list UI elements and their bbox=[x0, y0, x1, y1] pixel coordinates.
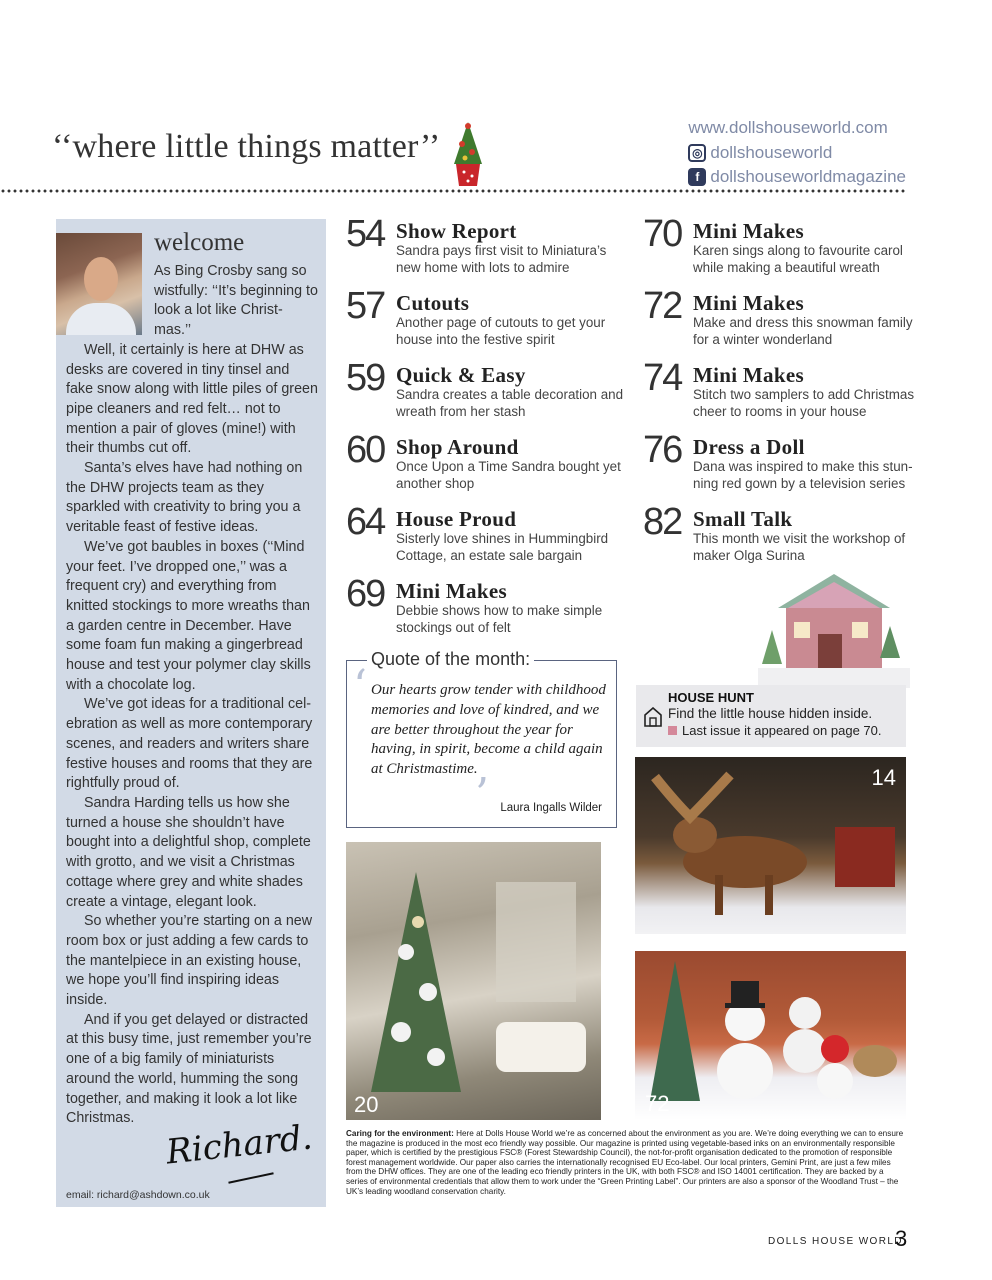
editor-email[interactable]: email: richard@ashdown.co.uk bbox=[66, 1189, 210, 1201]
toc-page-number: 60 bbox=[346, 429, 385, 471]
toc-description: Once Upon a Time Sandra bought yet another shop bbox=[396, 459, 621, 491]
toc-description: Sisterly love shines in Hummingbird Cottage, an estate sale bargain bbox=[396, 531, 609, 563]
environment-text: Here at Dolls House World we’re as concerned about the environment as you are. We’re doing everything we can to ensure the magazine is produced in the most eco friendly way possible. Our magazine is printed using vegetable-based inks on an environmentally responsible paper, which is certified by the prestigious FSC® (Forest Stewardship Council), the not-for-profit organisation dedicated to the promotion of responsible forest management worldwide. Our paper also carries the internationally recognised EU Eco-label. Our local printers, Gemini Print, are just a few miles from the DHW offices. They are one of the leading eco friendly printers in the UK, with both FSC® and ISO 14001 certification. They are backed by a series of environmental credentials that allow them to work under the “Green Printing Label”. Our printers are also a sponsor of the Woodland Trust – the UK’s leading woodland conservation charity. bbox=[346, 1129, 904, 1196]
quote-title: Quote of the month: bbox=[367, 649, 534, 670]
welcome-title: welcome bbox=[154, 229, 245, 256]
toc-title: Cutouts bbox=[396, 291, 470, 315]
toc-page-number: 59 bbox=[346, 357, 385, 399]
welcome-paragraph: So whether you’re starting on a new room box or just adding a few cards to the mantelpiece in an existing house, we hope you’ll find inspiring ideas inside. bbox=[66, 913, 313, 1009]
tree-illustration bbox=[346, 842, 601, 1120]
house-hunt-last-issue bbox=[668, 723, 881, 738]
christmas-tree-room-photo bbox=[346, 842, 601, 1120]
toc-page-number: 82 bbox=[643, 501, 682, 543]
toc-description: This month we visit the workshop of maker Olga Surina bbox=[693, 531, 906, 563]
toc-description: Sandra creates a table decoration and wreath from her stash bbox=[396, 387, 624, 419]
toc-page-number: 70 bbox=[643, 213, 682, 255]
environment-heading: Caring for the environment: bbox=[346, 1129, 454, 1138]
welcome-paragraph: Santa’s elves have had nothing on the DHW projects team as they sparkled with creativity to bring you a veritable feast of festive ideas. bbox=[66, 460, 303, 536]
toc-page-number: 69 bbox=[346, 573, 385, 615]
dotted-divider bbox=[0, 189, 906, 193]
toc-title: House Proud bbox=[396, 507, 517, 531]
page-number: 3 bbox=[895, 1226, 908, 1251]
toc-title: Mini Makes bbox=[693, 291, 804, 315]
toc-page-number: 64 bbox=[346, 501, 385, 543]
toc-description: Another page of cutouts to get your house into the festive spirit bbox=[396, 315, 606, 347]
toc-page-number: 72 bbox=[643, 285, 682, 327]
toc-title: Mini Makes bbox=[693, 219, 804, 243]
toc-page-number: 76 bbox=[643, 429, 682, 471]
welcome-panel bbox=[56, 219, 326, 1207]
house-hunt-instruction: Find the little house hidden inside. bbox=[668, 706, 873, 721]
close-quote-icon: ’ bbox=[475, 769, 489, 820]
toc-description: Karen sings along to favourite carol while making a beautiful wreath bbox=[693, 243, 903, 275]
toc-page-number: 74 bbox=[643, 357, 682, 399]
welcome-paragraph: As Bing Crosby sang so wistfully: ‘‘It’s beginning to look a lot like Christ-mas.’’ bbox=[154, 263, 318, 339]
photo-page-number: 72 bbox=[645, 1091, 670, 1116]
toc-description: Sandra pays first visit to Miniatura’s new home with lots to admire bbox=[396, 243, 607, 275]
website-link[interactable]: www.dollshouseworld.com bbox=[688, 118, 888, 137]
toc-title: Shop Around bbox=[396, 435, 519, 459]
quote-box bbox=[346, 649, 617, 828]
christmas-tree-icon bbox=[448, 120, 488, 190]
house-hunt-last-issue-text: Last issue it appeared on page 70. bbox=[682, 723, 882, 738]
instagram-icon: ◎ bbox=[688, 144, 706, 162]
pink-square-icon bbox=[668, 726, 677, 735]
toc-description: Dana was inspired to make this stun-ning red gown by a television series bbox=[693, 459, 913, 491]
contact-links bbox=[688, 118, 906, 191]
welcome-paragraph: We’ve got baubles in boxes (‘‘Mind your feet. I’ve dropped one,’’ was a frequent cry) and everything from knitted stockings to more wreaths than a garden centre in December. Have some foam fun making a gingerbread house and test your polymer clay skills with a chocolate log. bbox=[66, 538, 311, 693]
open-quote-icon: ‘ bbox=[353, 661, 367, 712]
toc-description: Debbie shows how to make simple stockings out of felt bbox=[396, 603, 603, 635]
house-icon bbox=[644, 707, 662, 727]
moose-illustration bbox=[635, 757, 906, 934]
photo-page-number: 14 bbox=[871, 765, 896, 790]
environment-note bbox=[346, 1129, 906, 1196]
toc-title: Mini Makes bbox=[396, 579, 507, 603]
facebook-link[interactable]: dollshouseworldmagazine bbox=[710, 167, 906, 186]
snowman-family-photo bbox=[635, 951, 906, 1120]
toc-page-number: 57 bbox=[346, 285, 385, 327]
gingerbread-house-image bbox=[758, 568, 910, 688]
tagline: ‘‘where little things matter’’ bbox=[52, 128, 441, 165]
house-hunt-box bbox=[636, 685, 906, 747]
toc-title: Quick & Easy bbox=[396, 363, 526, 387]
toc-description: Stitch two samplers to add Christmas cheer to rooms in your house bbox=[693, 387, 915, 419]
instagram-link[interactable]: dollshouseworld bbox=[710, 143, 833, 162]
welcome-paragraph: Well, it certainly is here at DHW as desks are covered in tiny tinsel and fake snow along with little piles of green pipe cleaners and red felt… not to mention a pair of gloves (mine!) with their thumbs cut off. bbox=[66, 341, 318, 457]
welcome-paragraph: And if you get delayed or distracted at this busy time, just remember you’re one of a big family of miniaturists around the world, humming the song together, and making it look a lot like Christmas. bbox=[66, 1011, 312, 1127]
quote-author: Laura Ingalls Wilder bbox=[500, 802, 602, 814]
toc-title: Small Talk bbox=[693, 507, 793, 531]
welcome-text bbox=[66, 262, 318, 1129]
photo-page-number: 20 bbox=[354, 1092, 379, 1117]
footer-magazine-name: DOLLS HOUSE WORLD bbox=[768, 1236, 903, 1247]
moose-sleigh-photo bbox=[635, 757, 906, 934]
toc-title: Show Report bbox=[396, 219, 517, 243]
snowman-illustration bbox=[635, 951, 906, 1120]
toc-description: Make and dress this snowman family for a winter wonderland bbox=[693, 315, 913, 347]
quote-text: Our hearts grow tender with childhood memories and love of kindred, and we are better throughout the year for having, in spirit, become a child again at Christmastime. bbox=[371, 682, 606, 778]
toc-title: Mini Makes bbox=[693, 363, 804, 387]
editor-signature: Richard. bbox=[164, 1117, 315, 1173]
toc-title: Dress a Doll bbox=[693, 435, 805, 459]
signature-underline bbox=[228, 1172, 273, 1184]
welcome-paragraph: We’ve got ideas for a traditional cel-ebration as well as more contemporary scenes, and readers and writers share festive houses and rooms that they are rightfully proud of. bbox=[66, 696, 313, 792]
welcome-paragraph: Sandra Harding tells us how she turned a house she shouldn’t have bought into a delightful shop, complete with grotto, and we visit a Christmas cottage where grey and white shades create a vintage, elegant look. bbox=[66, 794, 311, 910]
facebook-icon: f bbox=[688, 168, 706, 186]
house-hunt-title: HOUSE HUNT bbox=[668, 690, 754, 705]
toc-page-number: 54 bbox=[346, 213, 385, 255]
